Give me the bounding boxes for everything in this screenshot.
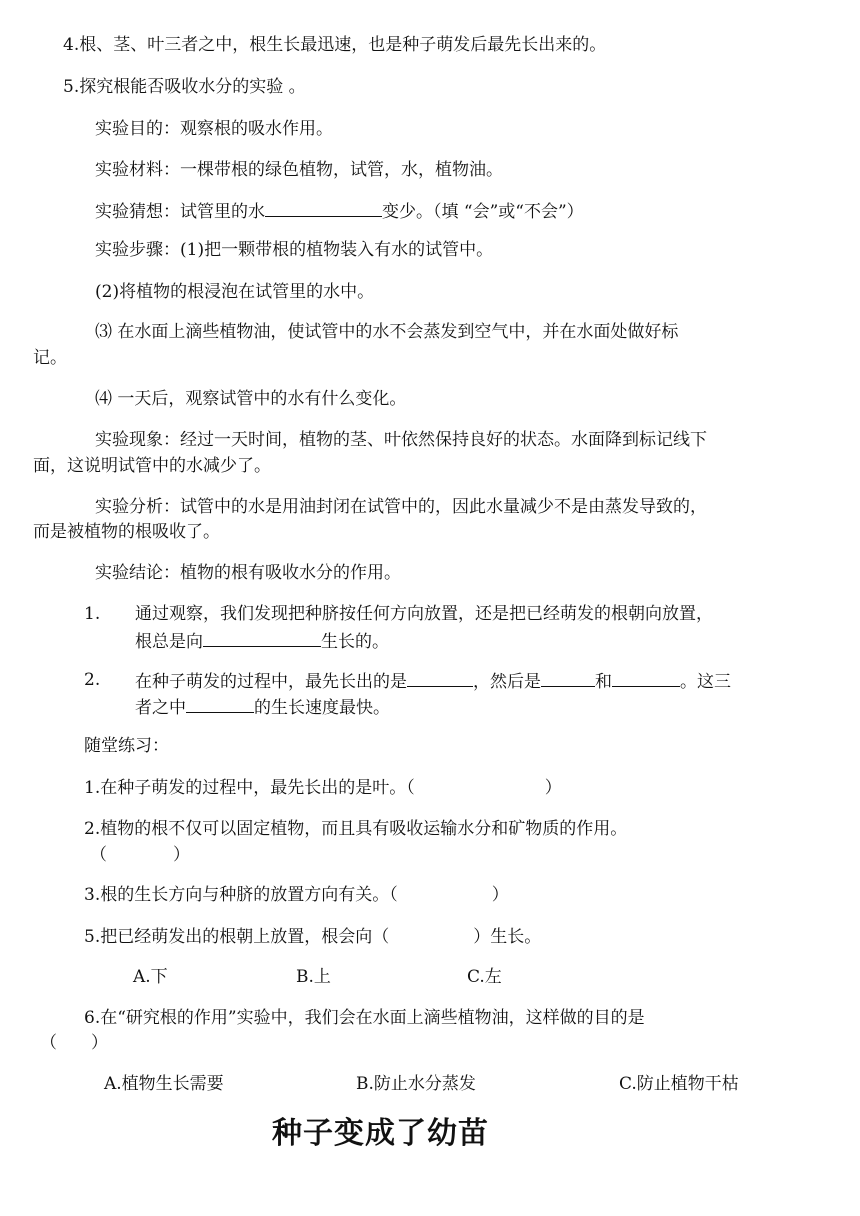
fill-item-2-line1 — [135, 668, 731, 694]
experiment-materials: 实验材料：一棵带根的绿色植物，试管，水，植物油。 — [95, 160, 503, 180]
practice-q5-text: 5.把已经萌发出的根朝上放置，根会向（ — [84, 927, 390, 947]
fill-item-2-text-f: 的生长速度最快。 — [254, 698, 390, 718]
practice-q5-option-c[interactable]: C.左 — [467, 967, 502, 987]
experiment-step-3-line2: 记。 — [33, 348, 67, 368]
fill-item-2-blank-then[interactable] — [541, 668, 595, 687]
practice-q5-option-a[interactable]: A.下 — [133, 967, 168, 987]
practice-q1 — [84, 776, 562, 800]
practice-q5-option-b[interactable]: B.上 — [296, 967, 331, 987]
practice-q6-option-a[interactable]: A.植物生长需要 — [104, 1074, 224, 1094]
fill-item-2-number: 2. — [84, 670, 101, 690]
fill-item-2-text-b: ，然后是 — [473, 672, 541, 692]
experiment-step-4: ⑷ 一天后，观察试管中的水有什么变化。 — [95, 389, 407, 409]
fill-item-1-number: 1. — [84, 604, 101, 624]
experiment-analysis-line1: 实验分析：试管中的水是用油封闭在试管中的，因此水量减少不是由蒸发导致的， — [95, 497, 707, 517]
fill-item-2-text-d: 。这三 — [680, 672, 731, 692]
experiment-purpose: 实验目的：观察根的吸水作用。 — [95, 119, 333, 139]
practice-q5-close: ）生长。 — [473, 927, 542, 947]
fill-item-1-blank[interactable] — [203, 628, 321, 647]
experiment-step-2: (2)将植物的根浸泡在试管里的水中。 — [95, 282, 375, 302]
experiment-guess — [95, 198, 584, 224]
practice-q2-open: （ — [90, 845, 107, 865]
practice-q2-line1: 2.植物的根不仅可以固定植物，而且具有吸收运输水分和矿物质的作用。 — [84, 819, 628, 839]
fill-item-1-prefix: 根总是向 — [135, 632, 203, 652]
fill-item-1-line1: 通过观察，我们发现把种脐按任何方向放置，还是把已经萌发的根朝向放置， — [135, 604, 713, 624]
fill-item-2-text-a: 在种子萌发的过程中，最先长出的是 — [135, 672, 407, 692]
fill-item-2-blank-and[interactable] — [612, 668, 680, 687]
fill-item-1-line2 — [135, 628, 389, 654]
fill-item-2-line2 — [135, 694, 390, 720]
practice-q3-close: ） — [491, 885, 509, 905]
practice-heading: 随堂练习： — [84, 736, 169, 756]
practice-q1-text: 1.在种子萌发的过程中，最先长出的是叶。（ — [84, 778, 415, 798]
practice-q3-text: 3.根的生长方向与种脐的放置方向有关。（ — [84, 885, 398, 905]
fill-item-2-text-e: 者之中 — [135, 698, 186, 718]
practice-q1-close: ） — [544, 778, 562, 798]
experiment-phenomenon-line2: 面，这说明试管中的水减少了。 — [33, 456, 271, 476]
page-title: 种子变成了幼苗 — [272, 1116, 489, 1151]
experiment-phenomenon-line1: 实验现象：经过一天时间，植物的茎、叶依然保持良好的状态。水面降到标记线下 — [95, 430, 707, 450]
intro-item-5: 5.探究根能否吸收水分的实验 。 — [63, 77, 306, 97]
practice-q2-line2 — [90, 843, 190, 867]
practice-q5 — [84, 925, 541, 949]
experiment-conclusion: 实验结论：植物的根有吸收水分的作用。 — [95, 563, 401, 583]
guess-prefix: 实验猜想：试管里的水 — [95, 202, 265, 222]
fill-item-2-text-c: 和 — [595, 672, 612, 692]
practice-q2-close: ） — [173, 845, 190, 865]
experiment-analysis-line2: 而是被植物的根吸收了。 — [33, 522, 220, 542]
practice-q3 — [84, 883, 509, 907]
experiment-step-3-line1: ⑶ 在水面上滴些植物油，使试管中的水不会蒸发到空气中，并在水面处做好标 — [95, 322, 679, 342]
guess-blank[interactable] — [265, 198, 382, 217]
practice-q6-line1: 6.在“研究根的作用”实验中，我们会在水面上滴些植物油，这样做的目的是 — [84, 1008, 645, 1028]
practice-q6-option-b[interactable]: B.防止水分蒸发 — [356, 1074, 476, 1094]
fill-item-2-blank-first[interactable] — [407, 668, 473, 687]
fill-item-1-suffix: 生长的。 — [321, 632, 389, 652]
practice-q6-paren[interactable]: （ ） — [40, 1033, 108, 1053]
practice-q6-option-c[interactable]: C.防止植物干枯 — [619, 1074, 739, 1094]
guess-suffix: 变少。（填 “会”或“不会”） — [382, 202, 584, 222]
experiment-step-1: 实验步骤：(1)把一颗带根的植物装入有水的试管中。 — [95, 240, 494, 260]
intro-item-4: 4.根、茎、叶三者之中，根生长最迅速，也是种子萌发后最先长出来的。 — [63, 35, 607, 55]
fill-item-2-blank-fastest[interactable] — [186, 694, 254, 713]
